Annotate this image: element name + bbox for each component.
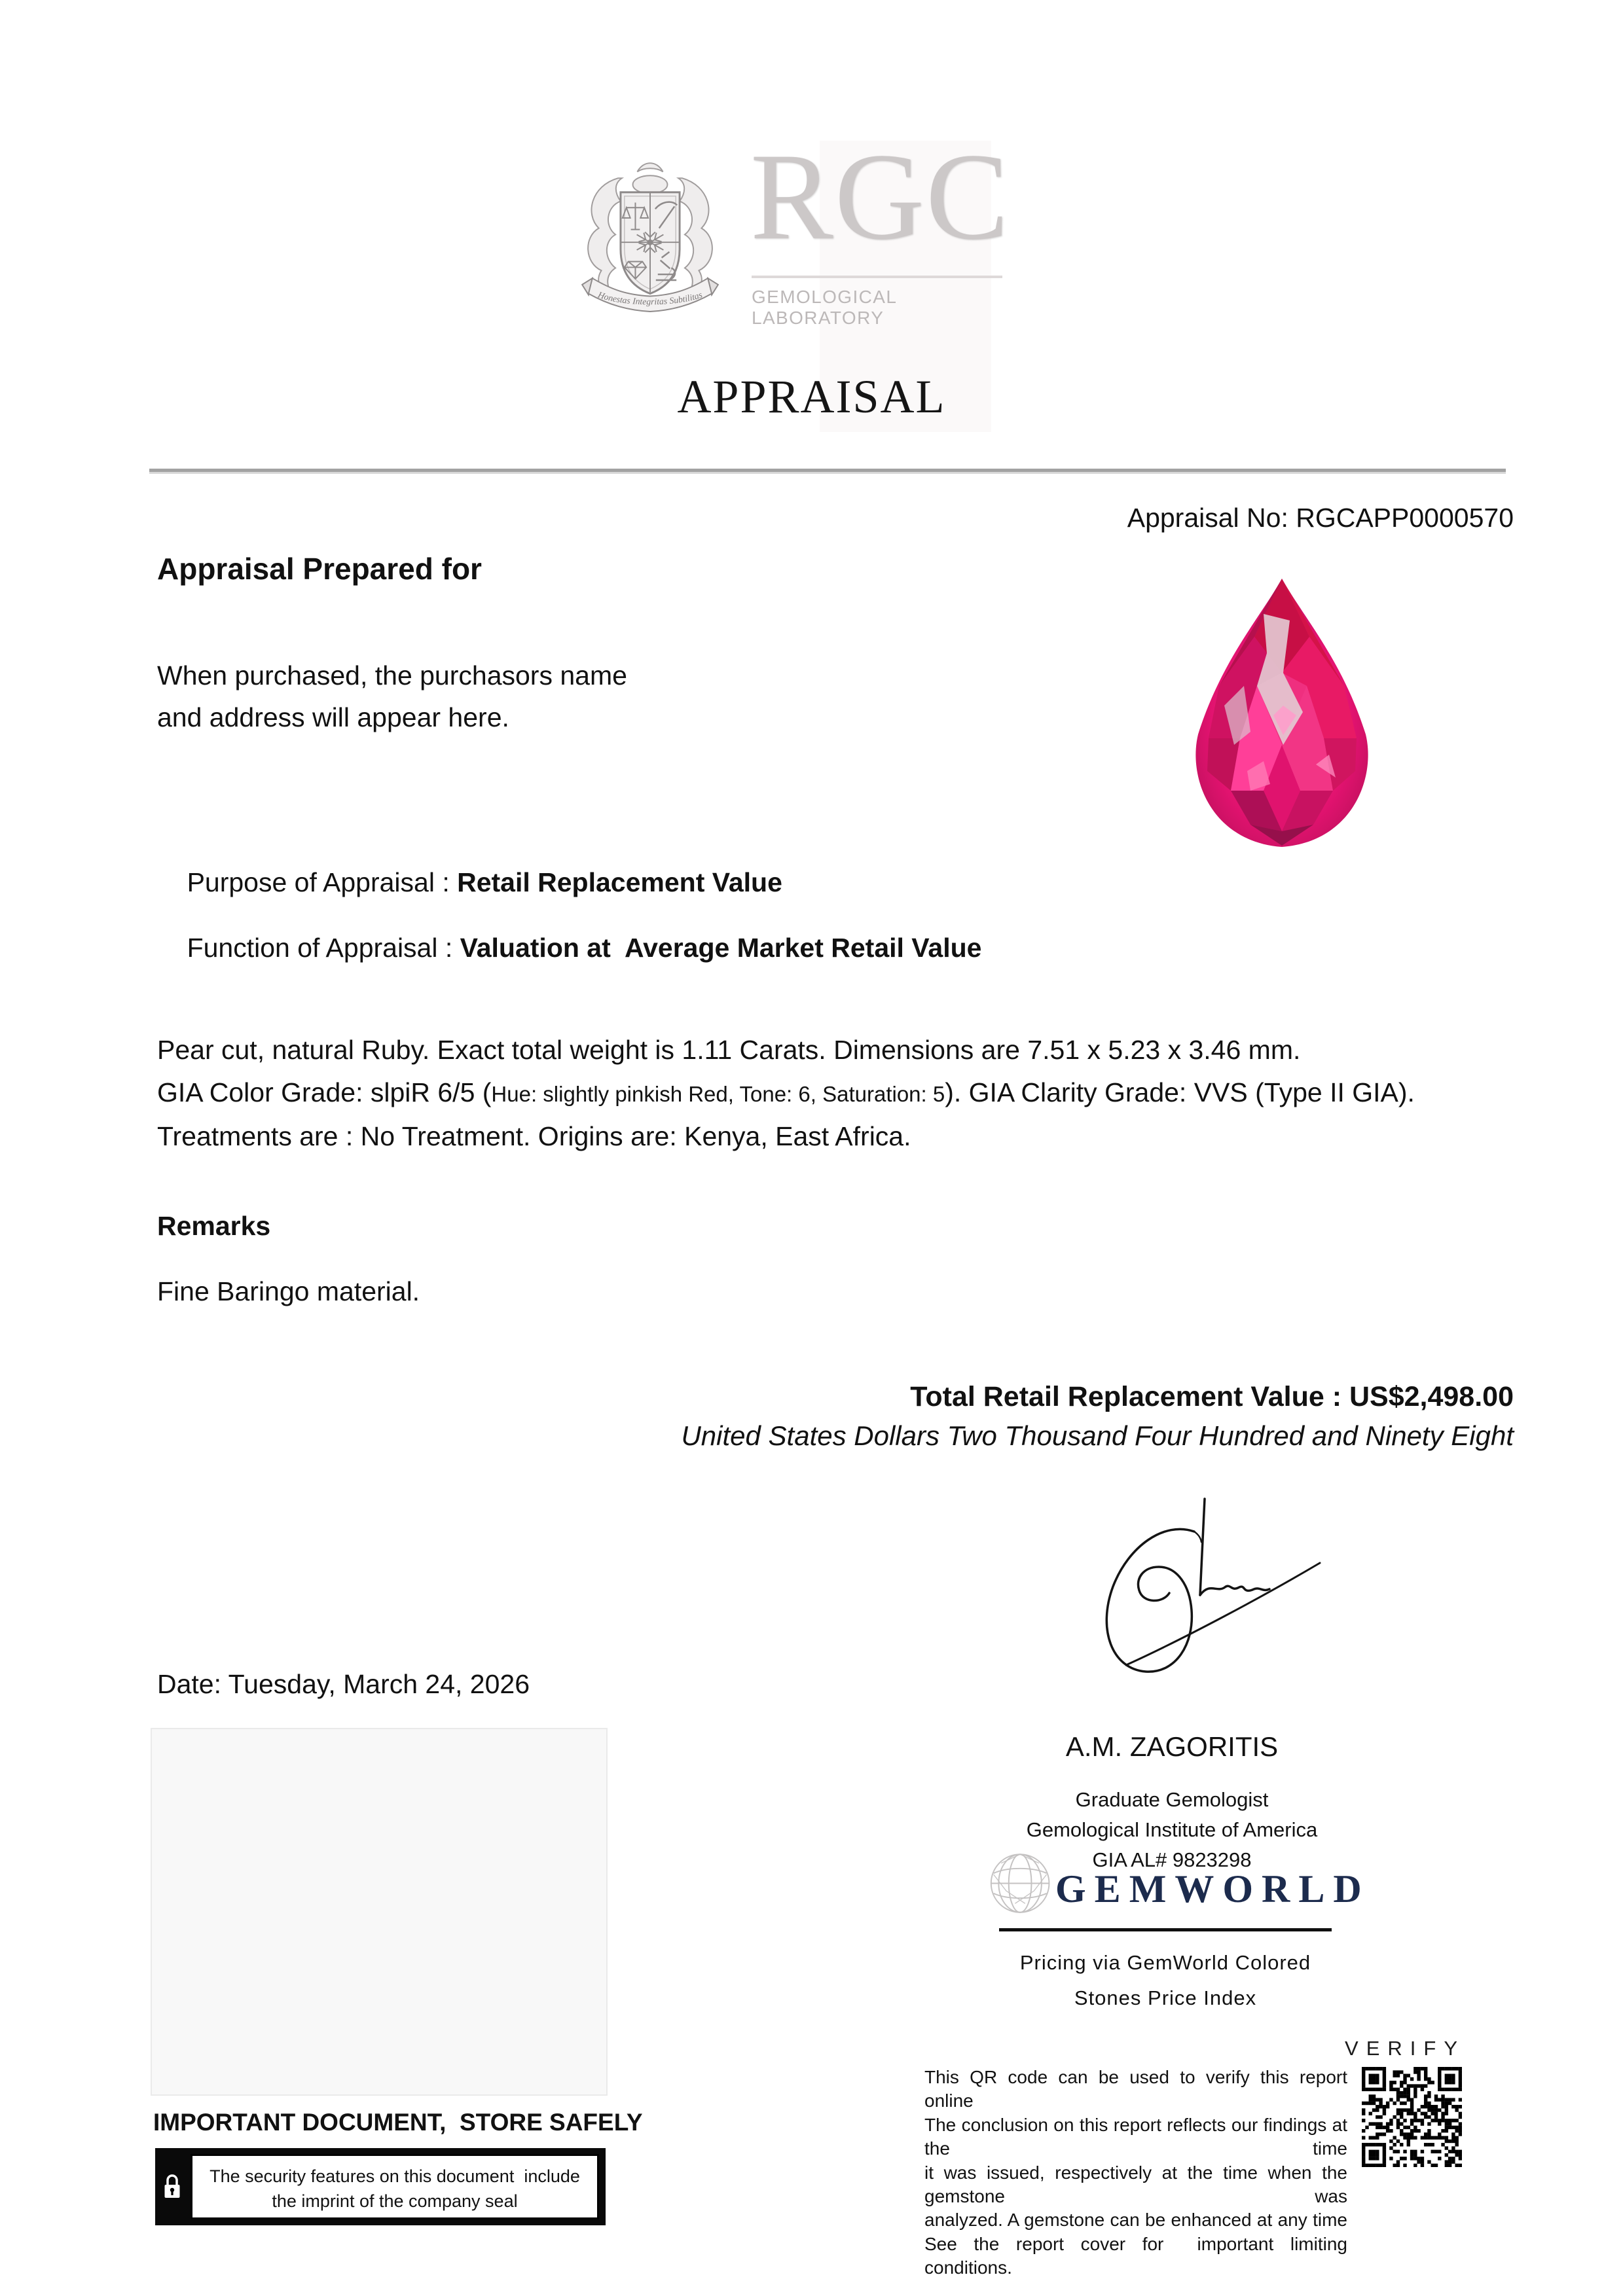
qr-text-line: The conclusion on this report reflects our findings at the time [924, 2114, 1353, 2159]
gem-description [157, 1029, 1525, 1158]
function-line [157, 902, 981, 994]
description-line2 [157, 1071, 1525, 1115]
color-grade-label: GIA Color Grade: slpiR 6/5 ( [157, 1077, 492, 1107]
crest-motto: Honestas Integritas Subtilitas [596, 289, 704, 307]
qr-text-line: it was issued, respectively at the time when the gemstone was [924, 2162, 1353, 2207]
qr-text-line: This QR code can be used to verify this report online [924, 2067, 1353, 2111]
gemworld-wordmark: GEMWORLD [1055, 1867, 1370, 1910]
purchaser-placeholder [157, 655, 627, 738]
header-divider [149, 469, 1506, 474]
remarks-heading: Remarks [157, 1211, 271, 1241]
value-in-words: United States Dollars Two Thousand Four Hundred and Ninety Eight [681, 1420, 1514, 1451]
total-value: Total Retail Replacement Value : US$2,498.00 [910, 1381, 1514, 1412]
description-line1: Pear cut, natural Ruby. Exact total weight is 1.11 Carats. Dimensions are 7.51 x 5.23 x 3.46 mm. [157, 1035, 1301, 1065]
signature-image [1066, 1494, 1322, 1694]
security-notice [191, 2154, 599, 2219]
document-title: APPRAISAL [677, 370, 946, 423]
pricing-caption [999, 1945, 1332, 2016]
rgc-crest-icon [571, 152, 729, 313]
prepared-for-heading: Appraisal Prepared for [157, 552, 482, 586]
security-line1: The security features on this document include [210, 2166, 580, 2186]
company-seal-area [151, 1728, 608, 2096]
appraisal-number: Appraisal No: RGCAPP0000570 [1127, 503, 1514, 533]
purchaser-line1: When purchased, the purchasors name [157, 660, 627, 691]
qr-text-line: analyzed. A gemstone can be enhanced at any time [924, 2210, 1347, 2231]
remarks-text: Fine Baringo material. [157, 1276, 420, 1306]
qr-explanation [924, 2066, 1353, 2280]
verify-label: VERIFY [1345, 2037, 1465, 2060]
color-grade-detail: Hue: slightly pinkish Red, Tone: 6, Saturation: 5 [491, 1082, 945, 1106]
purchaser-line2: and address will appear here. [157, 702, 509, 732]
purpose-label: Purpose of Appraisal : [187, 867, 458, 897]
date-line: Date: Tuesday, March 24, 2026 [157, 1669, 530, 1699]
brand-underline [752, 276, 1002, 278]
gemworld-globe-icon [987, 1846, 1057, 1920]
clarity-grade: ). GIA Clarity Grade: VVS (Type II GIA). [945, 1077, 1415, 1107]
pricing-caption-line1: Pricing via GemWorld Colored [1019, 1951, 1311, 1974]
function-value: Valuation at Average Market Retail Value [460, 933, 982, 963]
purpose-value: Retail Replacement Value [457, 867, 782, 897]
signer-org: Gemological Institute of America [1026, 1818, 1318, 1841]
store-safely-notice: IMPORTANT DOCUMENT, STORE SAFELY [153, 2109, 643, 2136]
signer-license: GIA AL# 9823298 [1092, 1848, 1252, 1871]
pricing-caption-line2: Stones Price Index [1074, 1986, 1257, 2009]
security-line2: the imprint of the company seal [272, 2191, 518, 2211]
gemworld-underline [999, 1928, 1332, 1931]
qr-code [1362, 2067, 1462, 2167]
qr-text-line: See the report cover for important limiting conditions. [924, 2233, 1353, 2278]
description-line3: Treatments are : No Treatment. Origins are: Kenya, East Africa. [157, 1121, 911, 1151]
signer-name: A.M. ZAGORITIS [1065, 1731, 1279, 1762]
brand-subtitle: GEMOLOGICAL LABORATORY [752, 287, 897, 328]
gemstone-photo [1185, 575, 1379, 851]
function-label: Function of Appraisal : [187, 933, 460, 963]
signer-title: Graduate Gemologist [1075, 1788, 1269, 1811]
lock-icon [162, 2169, 182, 2204]
brand-wordmark: RGC [750, 128, 1010, 266]
security-banner [155, 2148, 606, 2225]
